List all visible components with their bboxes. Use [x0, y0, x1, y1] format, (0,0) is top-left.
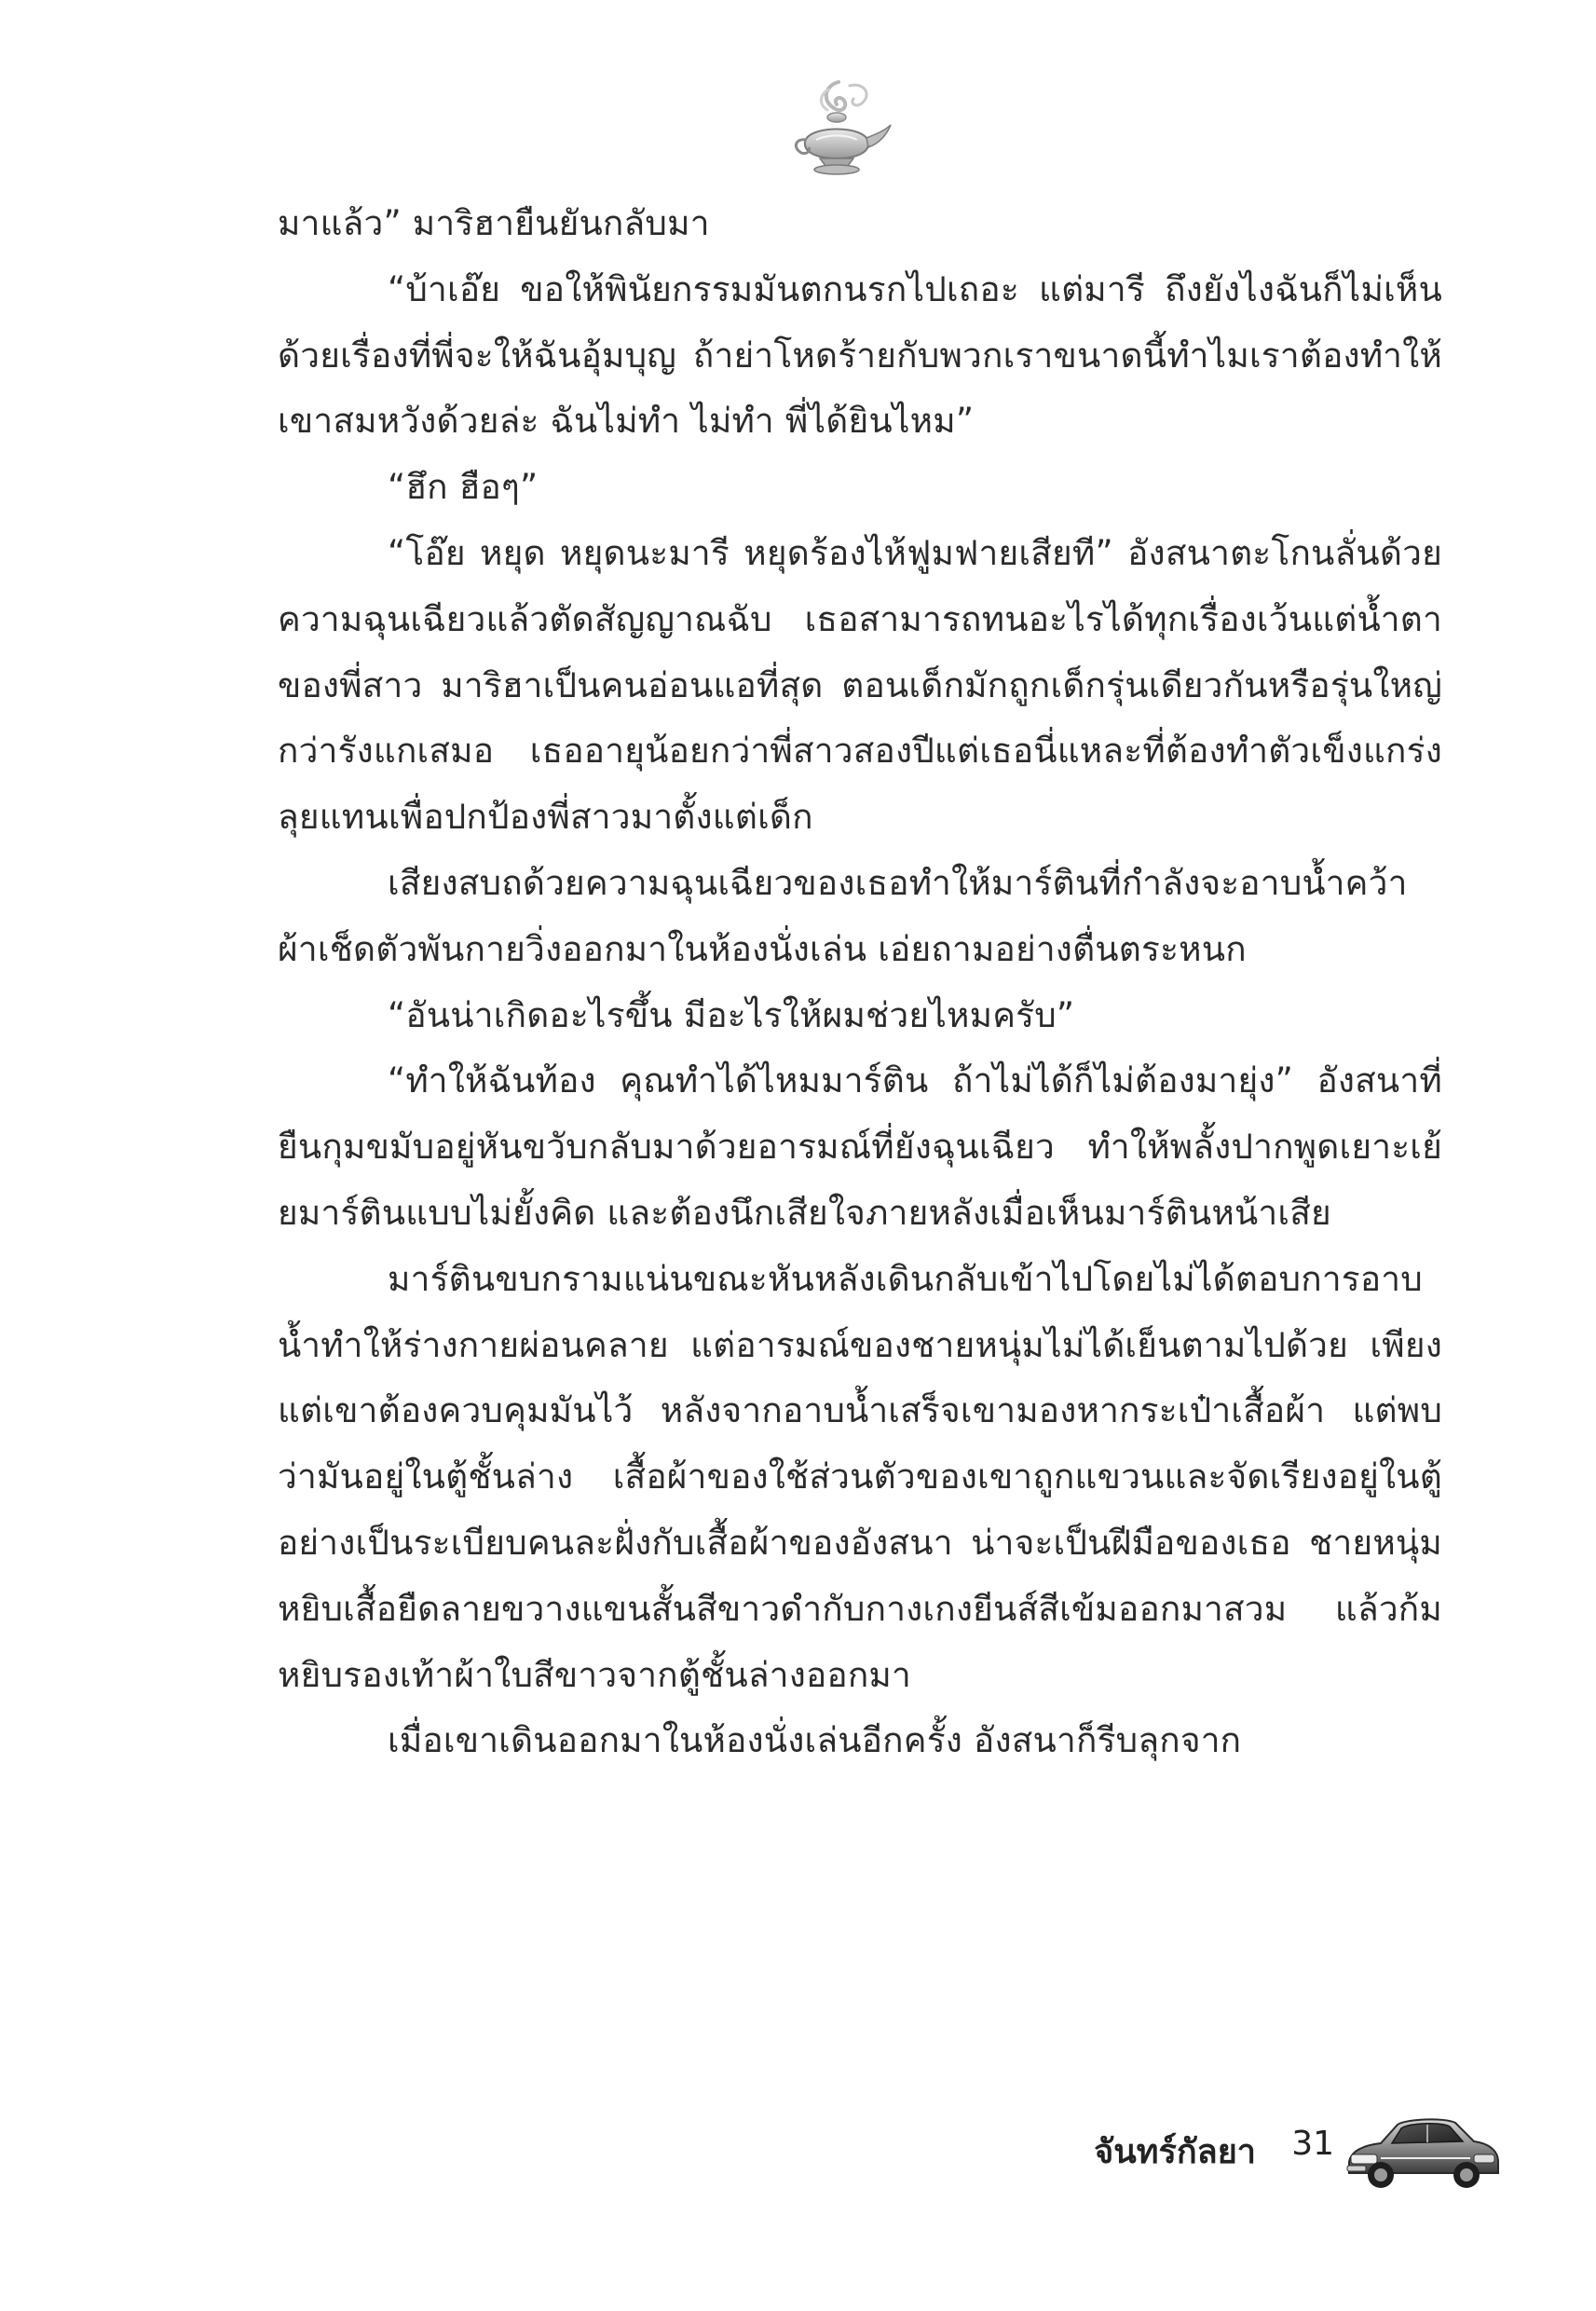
paragraph: “อันน่าเกิดอะไรขึ้น มีอะไรให้ผมช่วยไหมครับ”: [388, 994, 1075, 1035]
paragraph: เสียงสบถด้วยความฉุนเฉียวของเธอทำให้มาร์ตินที่กำลังจะอาบน้ำคว้าผ้าเช็ดตัวพันกายวิ่งออกมาในห้องนั่งเล่น เอ่ยถามอย่างตื่นตระหนก: [278, 862, 1408, 969]
paragraph: “โอ๊ย หยุด หยุดนะมารี หยุดร้องไห้ฟูมฟายเสียที” อังสนาตะโกนลั่นด้วยความฉุนเฉียวแล้วตัดสัญญาณฉับ เธอสามารถทนอะไรได้ทุกเรื่องเว้นแต่น้ำตาของพี่สาว มาริฮาเป็นคนอ่อนแอที่สุด ตอนเด็กมักถูกเด็กรุ่นเดียวกันหรือรุ่นใหญ่กว่ารังแกเสมอ เธออายุน้อยกว่าพี่สาวสองปีแต่เธอนี่แหละที่ต้องทำตัวเข็งแกร่งลุยแทนเพื่อปกป้องพี่สาวมาตั้งแต่เด็ก: [278, 532, 1442, 838]
lamp-ornament-icon: [783, 73, 894, 185]
paragraph: “ทำให้ฉันท้อง คุณทำได้ไหมมาร์ติน ถ้าไม่ได้ก็ไม่ต้องมายุ่ง” อังสนาที่ยืนกุมขมับอยู่หันขวับกลับมาด้วยอารมณ์ที่ยังฉุนเฉียว ทำให้พลั้งปากพูดเยาะเย้ยมาร์ตินแบบไม่ยั้งคิด และต้องนึกเสียใจภายหลังเมื่อเห็นมาร์ตินหน้าเสีย: [278, 1060, 1442, 1233]
book-title: จันทร์กัลยา: [1094, 2133, 1256, 2171]
body-text: [278, 191, 1442, 1774]
vintage-car-icon: [1344, 2104, 1502, 2197]
paragraph: “ฮึก ฮือๆ”: [388, 467, 539, 508]
paragraph: มาแล้ว” มาริฮายืนยันกลับมา: [278, 203, 710, 243]
paragraph: มาร์ตินขบกรามแน่นขณะหันหลังเดินกลับเข้าไปโดยไม่ได้ตอบการอาบน้ำทำให้ร่างกายผ่อนคลาย แต่อารมณ์ของชายหนุ่มไม่ได้เย็นตามไปด้วย เพียงแต่เขาต้องควบคุมมันไว้ หลังจากอาบน้ำเสร็จเขามองหากระเป๋าเสื้อผ้า แต่พบว่ามันอยู่ในตู้ชั้นล่าง เสื้อผ้าของใช้ส่วนตัวของเขาถูกแขวนและจัดเรียงอยู่ในตู้อย่างเป็นระเบียบคนละฝั่งกับเสื้อผ้าของอังสนา น่าจะเป็นฝีมือของเธอ ชายหนุ่มหยิบเสื้อยืดลายขวางแขนสั้นสีขาวดำกับกางเกงยีนส์สีเข้มออกมาสวม แล้วก้มหยิบรองเท้าผ้าใบสีขาวจากตู้ชั้นล่างออกมา: [278, 1258, 1442, 1695]
paragraph: “บ้าเอ๊ย ขอให้พินัยกรรมมันตกนรกไปเถอะ แต่มารี ถึงยังไงฉันก็ไม่เห็นด้วยเรื่องที่พี่จะให้ฉันอุ้มบุญ ถ้าย่าโหดร้ายกับพวกเราขนาดนี้ทำไมเราต้องทำให้เขาสมหวังด้วยล่ะ ฉันไม่ทำ ไม่ทำ พี่ได้ยินไหม”: [278, 268, 1442, 442]
page-footer: [1025, 2104, 1509, 2207]
paragraph: เมื่อเขาเดินออกมาในห้องนั่งเล่นอีกครั้ง อังสนาก็รีบลุกจาก: [388, 1720, 1242, 1761]
page-number: 31: [1291, 2125, 1334, 2163]
